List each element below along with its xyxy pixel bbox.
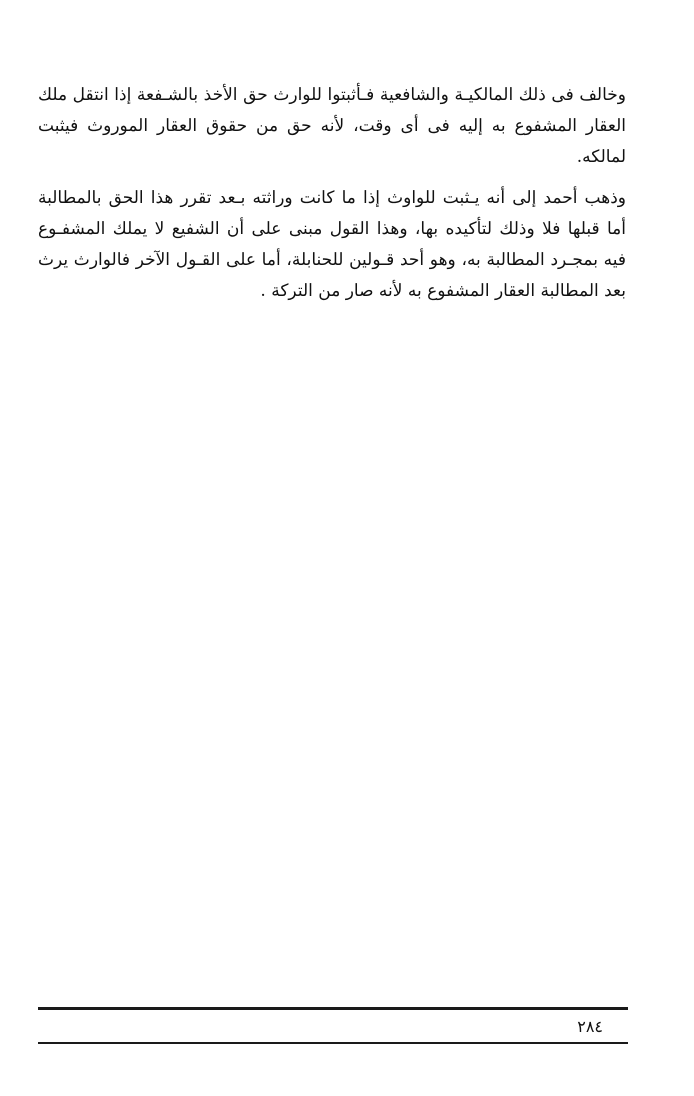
page-number: ٢٨٤	[577, 1017, 603, 1036]
footer-rule-bottom	[38, 1042, 628, 1044]
paragraph-maliki-shafii: وخالف فى ذلك المالكيـة والشافعية فـأثبتوا للوارث حق الأخذ بالشـفعة إذا انتقل ملك العقار المشفوع به إليه فى أى وقت، لأنه حق من حقوق العقار الموروث فيثبت لمالكه.	[38, 85, 626, 167]
body-text	[38, 80, 626, 307]
paragraph-ahmad: وذهب أحمد إلى أنه يـثبت للواوث إذا ما كانت وراثته بـعد تقرر هذا الحق بالمطالبة أما قبلها فلا وذلك لتأكيده بها، وهذا القول مبنى على أن الشفيع لا يملك المشفـوع فيه بمجـرد المطالبة به، وهو أحد قـولين للحنابلة، أما على القـول الآخر فالوارث يرث بعد المطالبة العقار المشفوع به لأنه صار من التركة .	[38, 188, 626, 301]
footer-rule-top	[38, 1007, 628, 1010]
